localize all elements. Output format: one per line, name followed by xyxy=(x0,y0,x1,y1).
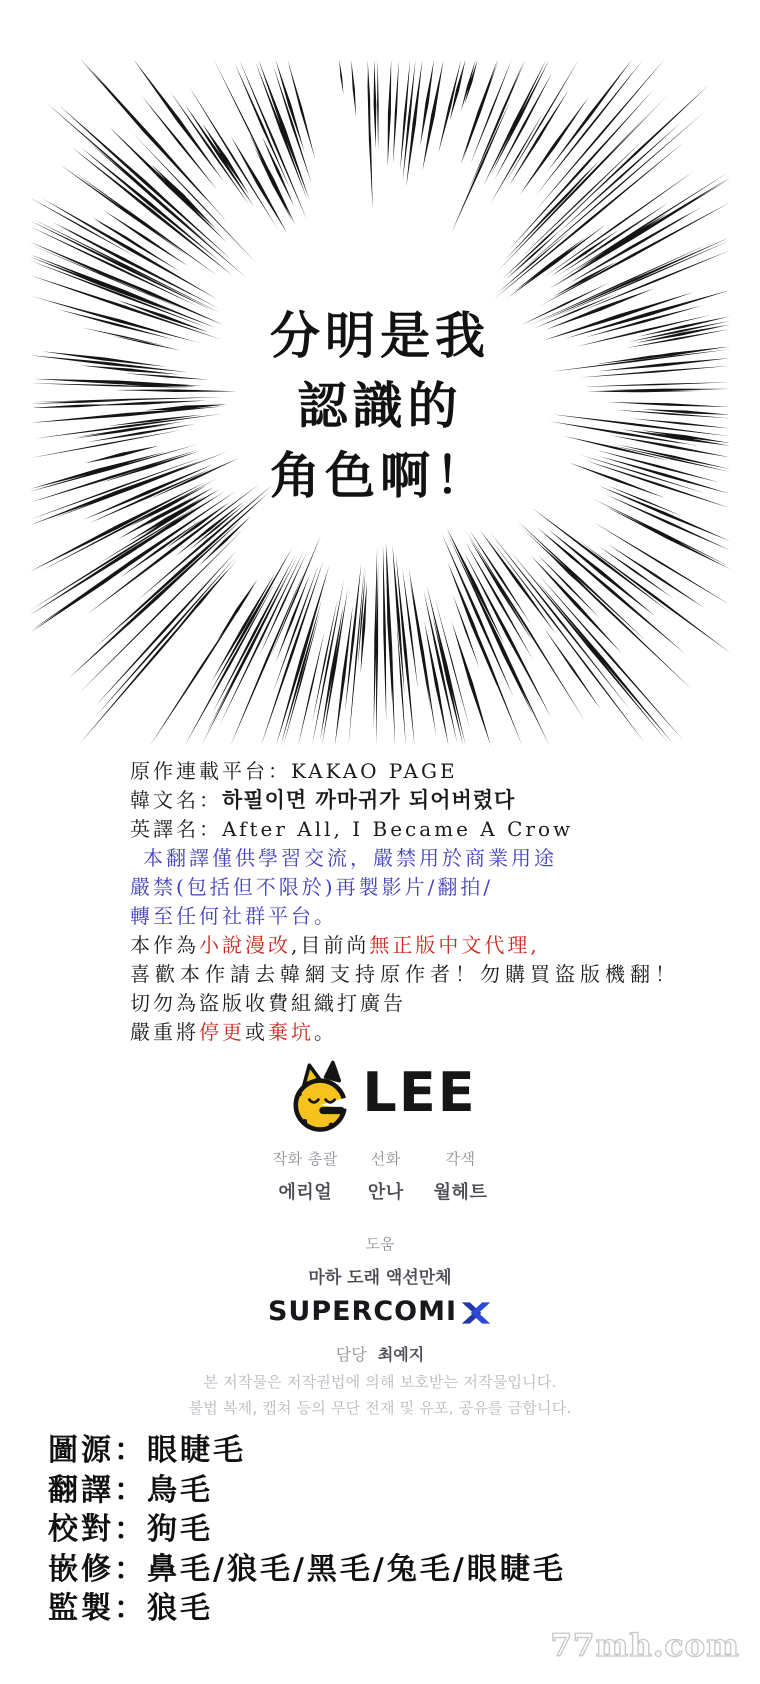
notice-text: 棄坑 xyxy=(268,1020,314,1044)
staff-role: 선화 xyxy=(370,1150,401,1168)
manager-line xyxy=(0,1342,760,1365)
lee-cat-icon xyxy=(283,1058,361,1134)
notice-line xyxy=(130,902,690,931)
staff-role: 각색 xyxy=(445,1150,476,1168)
staff-column xyxy=(434,1148,488,1204)
notice-line xyxy=(130,757,690,786)
manager-name: 최예지 xyxy=(377,1345,425,1364)
staff-name: 에리얼 xyxy=(278,1182,333,1203)
copyright-line: 불법 복제, 캡쳐 등의 무단 전재 및 유포, 공유를 금합니다. xyxy=(188,1399,572,1417)
help-names: 마하 도래 액션만체 xyxy=(308,1268,452,1288)
credit-line: 圖源：眼睫毛 xyxy=(48,1433,246,1468)
notice-line xyxy=(130,1018,690,1047)
shout-line: 角色啊！ xyxy=(270,446,490,505)
staff-columns xyxy=(0,1148,760,1204)
credit-line: 嵌修：鼻毛/狼毛/黑毛/兔毛/眼睫毛 xyxy=(48,1551,566,1587)
notice-line xyxy=(130,931,690,960)
shout-line: 認識的 xyxy=(297,376,463,435)
notice-text: 切勿為盜版收費組織打廣告 xyxy=(130,991,406,1015)
staff-name: 안나 xyxy=(367,1182,404,1203)
supercomix-x-icon xyxy=(460,1301,492,1325)
manager-label: 담당 xyxy=(335,1345,367,1364)
notice-text: 。 xyxy=(314,1020,337,1044)
notice-line xyxy=(130,815,690,844)
staff-column xyxy=(368,1148,404,1204)
translation-notice-block xyxy=(130,757,690,1047)
notice-text: 本翻譯僅供學習交流，嚴禁用於商業用途 xyxy=(143,846,557,870)
notice-text: 韓文名： xyxy=(130,788,222,812)
credit-line: 校對：狗毛 xyxy=(48,1512,213,1547)
scanlation-credits-block xyxy=(48,1431,566,1629)
lee-wordmark: LEE xyxy=(362,1061,477,1124)
notice-text: 하필이면 까마귀가 되어버렸다 xyxy=(222,788,516,812)
notice-line xyxy=(130,786,690,815)
notice-text: 嚴重將 xyxy=(130,1020,199,1044)
notice-text: 喜歡本作請去韓網支持原作者！勿購買盜版機翻！ xyxy=(130,962,680,986)
copyright-line: 본 저작물은 저작권법에 의해 보호받는 저작물입니다. xyxy=(203,1373,557,1391)
notice-text: 停更 xyxy=(199,1020,245,1044)
notice-line xyxy=(130,873,690,902)
studio-credits-block xyxy=(0,1148,760,1288)
notice-line xyxy=(130,844,690,873)
notice-line xyxy=(130,960,690,989)
shout-line: 分明是我 xyxy=(270,306,490,365)
notice-text: 轉至任何社群平台。 xyxy=(130,904,337,928)
notice-text: 無正版中文代理 xyxy=(369,933,531,957)
staff-column xyxy=(273,1148,338,1204)
credit-line: 監製：狼毛 xyxy=(48,1591,213,1626)
notice-text: 本作為 xyxy=(130,933,199,957)
credit-line: 翻譯：鳥毛 xyxy=(48,1472,213,1508)
staff-name: 월헤트 xyxy=(433,1182,488,1203)
notice-text: 小說漫改 xyxy=(199,933,291,957)
notice-text: 原作連載平台：KAKAO PAGE xyxy=(130,759,458,783)
copyright-notice xyxy=(0,1369,760,1421)
notice-text: 英譯名：After All, I Became A Crow xyxy=(130,817,574,841)
notice-line xyxy=(130,989,690,1018)
notice-text: 或 xyxy=(245,1020,268,1044)
supercomix-wordmark: SUPERCOMI xyxy=(267,1296,458,1327)
burst-shout-text xyxy=(0,301,760,511)
notice-text: , xyxy=(530,933,540,957)
lee-studio-logo xyxy=(0,1058,760,1134)
notice-text: ,目前尚 xyxy=(291,933,370,957)
help-label: 도움 xyxy=(365,1235,395,1253)
supercomix-logo xyxy=(0,1296,760,1327)
staff-role: 작화 총괄 xyxy=(272,1150,338,1168)
watermark: 77mh.com xyxy=(550,1628,740,1664)
notice-text: 嚴禁(包括但不限於)再製影片/翻拍/ xyxy=(130,875,494,899)
